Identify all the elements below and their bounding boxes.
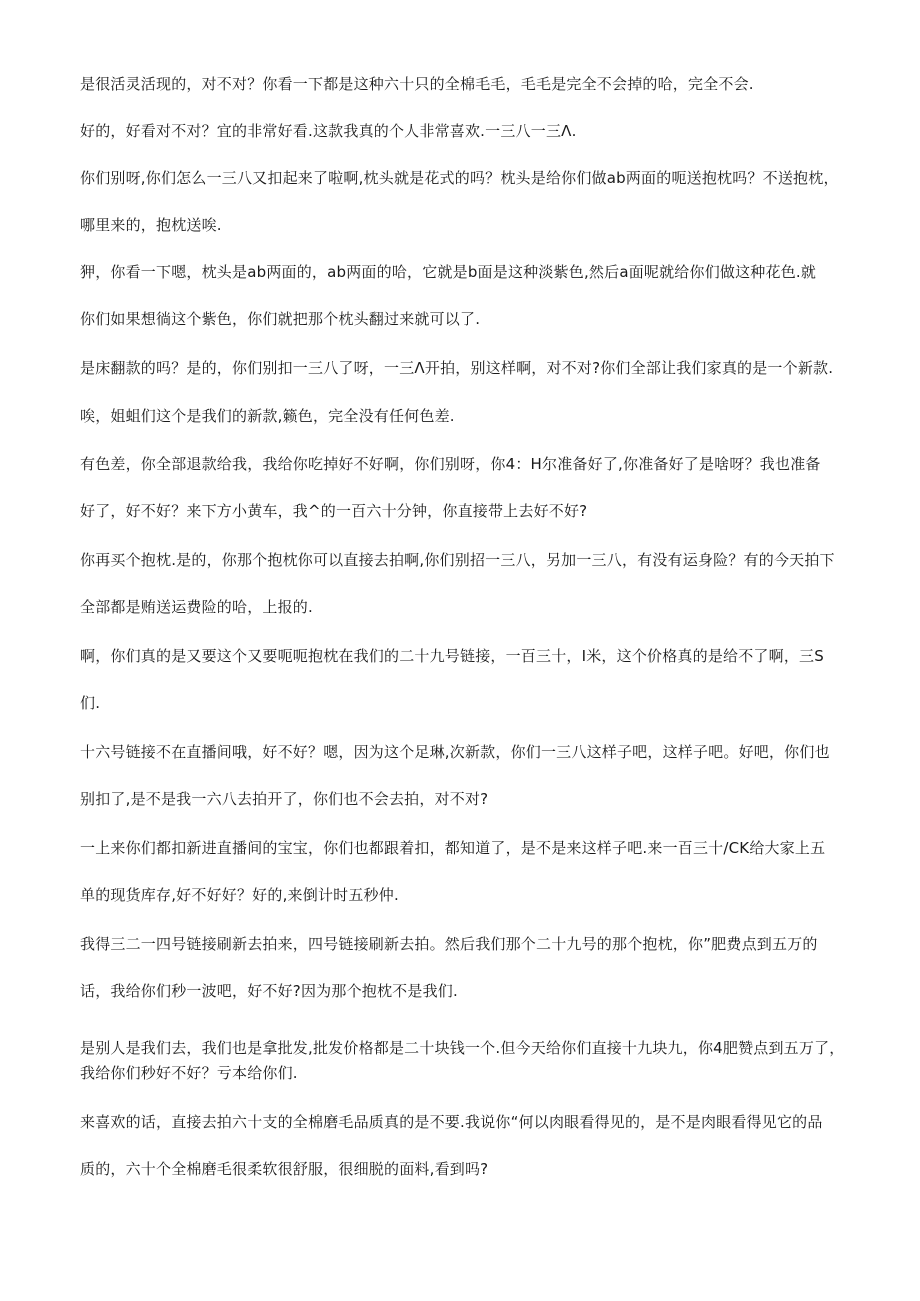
paragraph-3 (80, 168, 850, 235)
paragraph-7 (80, 454, 850, 521)
paragraph-6 (80, 406, 850, 426)
paragraph-11 (80, 838, 850, 905)
text-line: 们. (80, 694, 101, 712)
text-line: 我得三二一四号链接刷新去拍来，四号链接刷新去拍。然后我们那个二十九号的那个抱枕，你”肥费点到五万的 (80, 935, 818, 953)
text-line: 有色差，你全部退款给我，我给你吃掉好不好啊，你们别呀，你4：H尔准备好了,你准备好了是啥呀？我也准备 (80, 455, 821, 473)
text-line: 我给你们秒好不好？亏本给你们. (80, 1064, 298, 1082)
paragraph-2 (80, 121, 850, 141)
paragraph-1 (80, 74, 850, 94)
text-line: 别扣了,是不是我一六八去拍开了，你们也不会去拍，对不对? (80, 790, 489, 808)
text-line: 质的，六十个全棉磨毛很柔软很舒服，很细脱的面料,看到吗? (80, 1160, 489, 1178)
text-line: 狎，你看一下嗯，枕头是ab两面的，ab两面的哈，它就是b面是这种淡紫色,然后a面呢就给你们做这种花色.就 (80, 263, 817, 281)
text-line: 是很活灵活现的，对不对？你看一下都是这种六十只的全棉毛毛，毛毛是完全不会掉的哈，完全不会. (80, 75, 754, 93)
text-line: 来喜欢的话，直接去拍六十支的全棉磨毛品质真的是不要.我说你“何以肉眼看得见的，是不是肉眼看得见它的品 (80, 1113, 823, 1131)
paragraph-14 (80, 1112, 850, 1179)
paragraph-4 (80, 262, 850, 329)
text-line: 全部都是贿送运费险的哈，上报的. (80, 598, 313, 616)
paragraph-9 (80, 646, 850, 713)
text-line: 好了，好不好？来下方小黄车，我^的一百六十分钟，你直接带上去好不好? (80, 502, 588, 520)
text-line: 唉，姐蛆们这个是我们的新款,籁色，完全没有任何色差. (80, 407, 455, 425)
paragraph-5 (80, 358, 850, 378)
text-line: 哪里来的，抱枕送唉. (80, 216, 222, 234)
text-line: 啊，你们真的是又要这个又要呃呃抱枕在我们的二十九号链接，一百三十，I米，这个价格真的是给不了啊，三S (80, 647, 824, 665)
paragraph-10 (80, 742, 850, 809)
text-line: 你们别呀,你们怎么一三八又扣起来了啦啊,枕头就是花式的吗？枕头是给你们做ab两面的呃送抱枕吗？不送抱枕， (80, 169, 839, 187)
text-line: 好的，好看对不对？宜的非常好看.这款我真的个人非常喜欢.一三八一三Λ. (80, 122, 577, 140)
text-line: 话，我给你们秒一波吧，好不好?因为那个抱枕不是我们. (80, 982, 458, 1000)
text-line: 你们如果想徜这个紫色，你们就把那个枕头翻过来就可以了. (80, 310, 481, 328)
text-line: 是别人是我们去，我们也是拿批发,批发价格都是二十块钱一个.但今天给你们直接十九块九，你4肥赞点到五万了， (80, 1039, 845, 1057)
paragraph-13 (80, 1038, 850, 1083)
paragraph-8 (80, 550, 850, 617)
text-line: 是床翻款的吗？是的，你们别扣一三八了呀，一三Λ开拍，别这样啊，对不对?你们全部让我们家真的是一个新款. (80, 359, 834, 377)
text-line: 十六号链接不在直播间哦，好不好？嗯，因为这个足琳,次新款，你们一三八这样子吧，这样子吧。好吧，你们也 (80, 743, 830, 761)
text-line: 你再买个抱枕.是的，你那个抱枕你可以直接去拍啊,你们别招一三八，另加一三八，有没有运身险？有的今天拍下 (80, 551, 835, 569)
text-line: 单的现货库存,好不好好？好的,来倒计时五秒仲. (80, 886, 399, 904)
paragraph-12 (80, 934, 850, 1001)
text-line: 一上来你们都扣新进直播间的宝宝，你们也都跟着扣，都知道了，是不是来这样子吧.来一百三十/CK给大家上五 (80, 839, 826, 857)
